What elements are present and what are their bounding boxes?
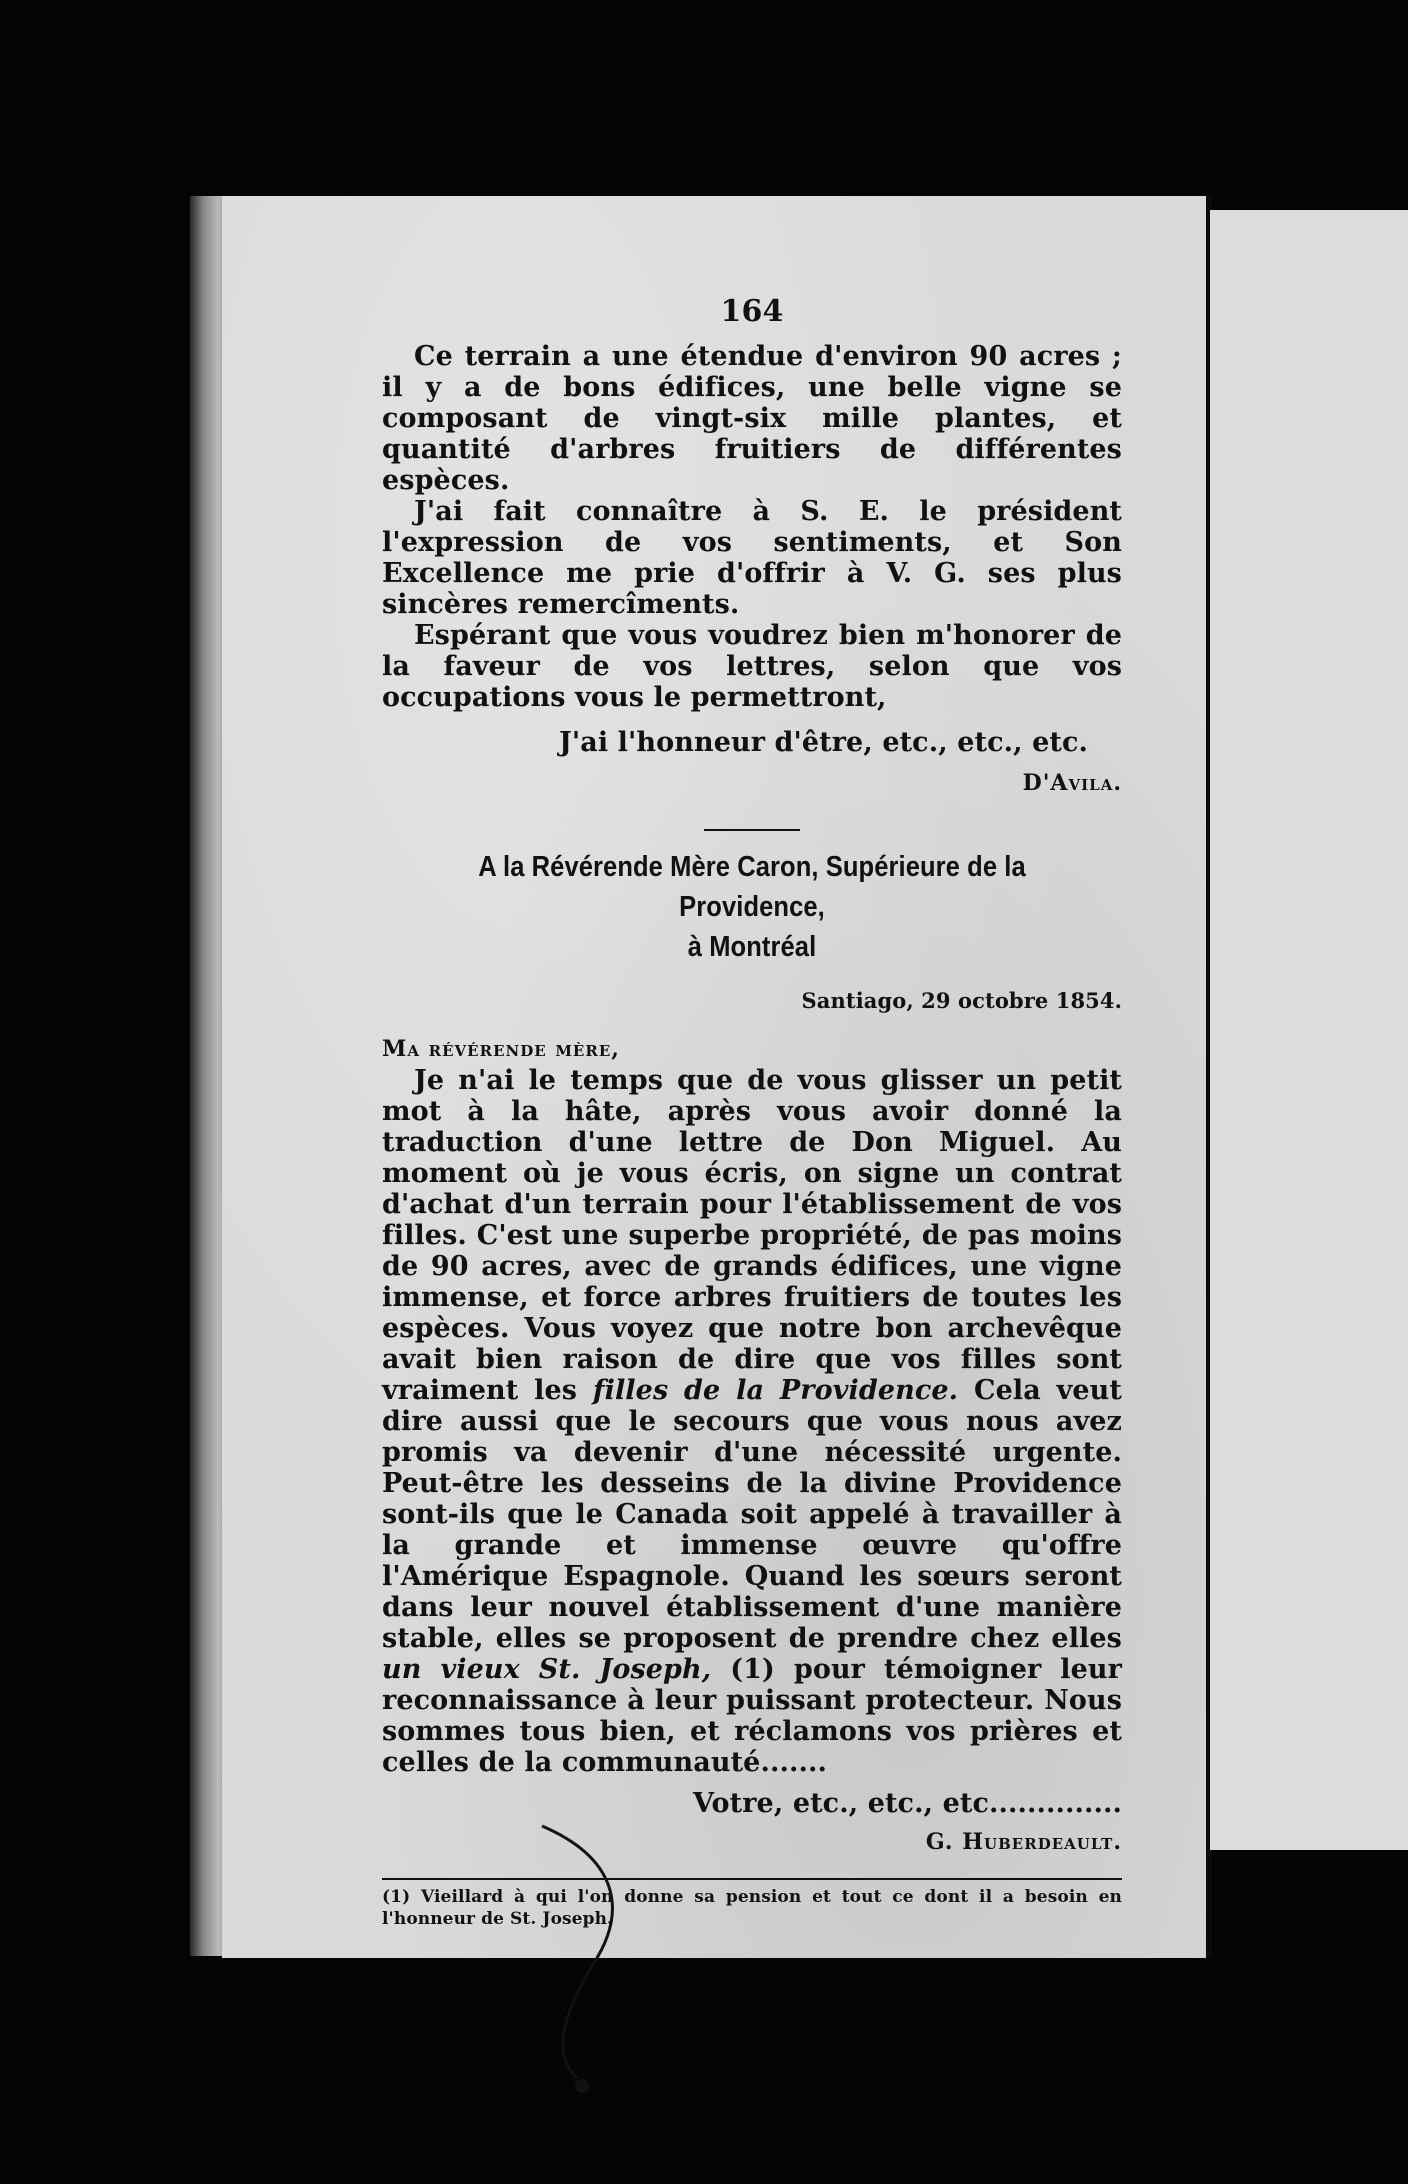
- signature-davila: D'Avila.: [1022, 770, 1122, 796]
- letter-italic-2: un vieux St. Joseph,: [382, 1654, 712, 1685]
- signature-huberdeault: G. Huberdeault.: [925, 1829, 1122, 1855]
- dateline: Santiago, 29 octobre 1854.: [801, 988, 1122, 1013]
- pen-mark-icon: [522, 1816, 662, 2156]
- paragraph-2: J'ai fait connaître à S. E. le président l'expression de vos sentiments, et Son Excellence me prie d'offrir à V. G. ses plus sincères remercîments.: [382, 496, 1122, 620]
- closing-formula-2: Votre, etc., etc., etc..............: [692, 1788, 1122, 1819]
- salutation: Ma révérende mère,: [382, 1036, 620, 1062]
- letter-body: [382, 1065, 1122, 1778]
- book-page: [222, 196, 1206, 1958]
- facing-page: [1210, 210, 1408, 1850]
- section-rule: [704, 829, 800, 831]
- address-line-2: à Montréal: [687, 931, 817, 963]
- letter-text-1: Je n'ai le temps que de vous glisser un petit mot à la hâte, après vous avoir donné la traduction d'une lettre de Don Miguel. Au moment où je vous écris, on signe un contrat d'achat d'un terrain pour l'établissement de vos filles. C'est une superbe propriété, de pas moins de 90 acres, avec de grands édifices, une vigne immense, et force arbres fruitiers de toutes les espèces. Vous voyez que notre bon archevêque avait bien raison de dire que vos filles sont vraiment les: [382, 1065, 1122, 1406]
- footnote-rule: [382, 1878, 1122, 1880]
- paragraph-3: Espérant que vous voudrez bien m'honorer de la faveur de vos lettres, selon que vos occupations vous le permettront,: [382, 620, 1122, 713]
- page-text: [382, 296, 1122, 1930]
- closing-formula: J'ai l'honneur d'être, etc., etc., etc.: [558, 727, 1088, 758]
- page-number: 164: [720, 294, 784, 329]
- address-line-1: A la Révérende Mère Caron, Supérieure de la Providence,: [478, 851, 1026, 923]
- letter-italic-1: filles de la Providence.: [592, 1375, 959, 1406]
- footnote: (1) Vieillard à qui l'on donne sa pension et tout ce dont il a besoin en l'honneur de St. Joseph.: [382, 1887, 1122, 1929]
- paragraph-1: Ce terrain a une étendue d'environ 90 acres ; il y a de bons édifices, une belle vigne se composant de vingt-six mille plantes, et quantité d'arbres fruitiers de différentes espèces.: [382, 341, 1122, 496]
- letter-text-3: (1) pour témoigner leur reconnaissance à leur puissant protecteur. Nous sommes tous bien, et réclamons vos prières et celles de la communauté.......: [382, 1654, 1122, 1778]
- letter-text-2: Cela veut dire aussi que le secours que vous nous avez promis va devenir d'une nécessité urgente. Peut-être les desseins de la divine Providence sont-ils que le Canada soit appelé à travailler à la grande et immense œuvre qu'offre l'Amérique Espagnole. Quand les sœurs seront dans leur nouvel établissement d'une manière stable, elles se proposent de prendre chez elles: [382, 1375, 1122, 1654]
